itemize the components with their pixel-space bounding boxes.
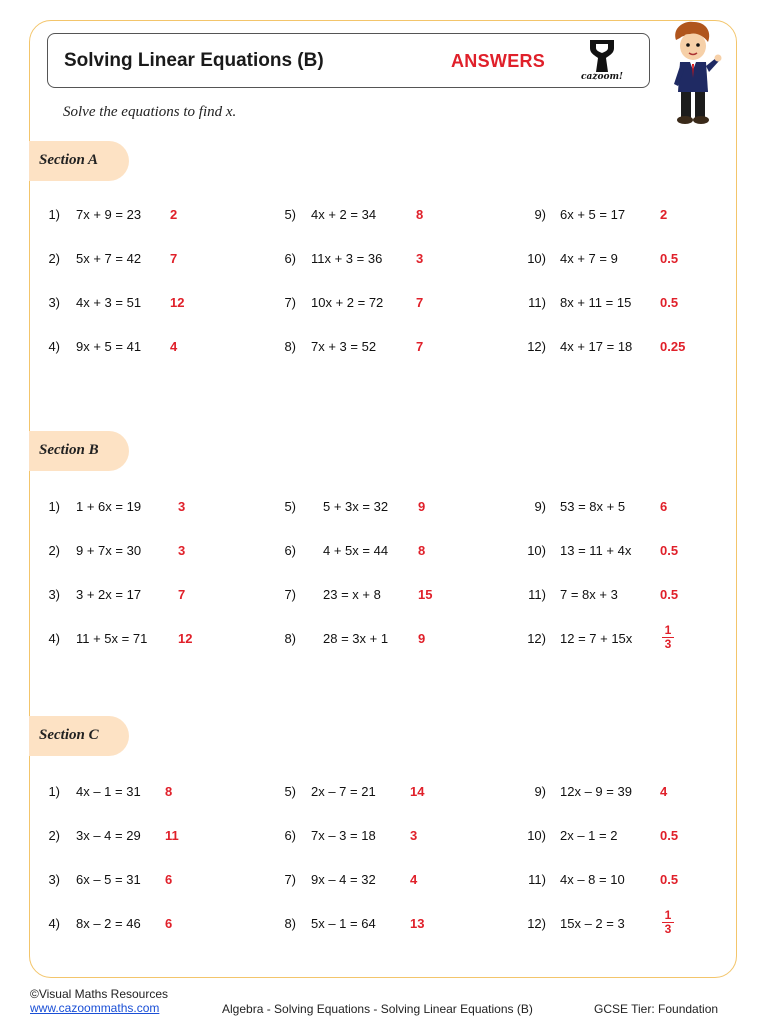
equation: 4x + 3 = 51 — [76, 295, 142, 310]
answer: 6 — [165, 916, 173, 931]
equation: 4x + 7 = 9 — [560, 251, 618, 266]
logo-icon — [578, 38, 626, 74]
answer: 0.5 — [660, 828, 679, 843]
equation: 4x – 8 = 10 — [560, 872, 625, 887]
answer: 15 — [418, 587, 433, 602]
question-number: 11) — [528, 295, 546, 310]
equation: 15x – 2 = 3 — [560, 916, 625, 931]
answer: 9 — [418, 631, 426, 646]
answer: 8 — [416, 207, 424, 222]
section-label: Section C — [39, 727, 99, 743]
equation: 2x – 7 = 21 — [311, 784, 376, 799]
equation: 4x – 1 = 31 — [76, 784, 141, 799]
answer: 3 — [410, 828, 418, 843]
equation: 9 + 7x = 30 — [76, 543, 142, 558]
question-number: 7) — [284, 587, 296, 602]
question-number: 4) — [48, 631, 60, 646]
question-number: 10) — [527, 828, 546, 843]
question-number: 3) — [48, 587, 60, 602]
answer: 0.5 — [660, 587, 679, 602]
answer: 3 — [178, 499, 186, 514]
answer: 7 — [178, 587, 186, 602]
section-tab — [29, 141, 129, 181]
fraction-numerator: 1 — [664, 908, 672, 922]
equation: 8x – 2 = 46 — [76, 916, 141, 931]
equation: 5x + 7 = 42 — [76, 251, 142, 266]
instructions: Solve the equations to find x. — [63, 104, 237, 120]
question-number: 1) — [48, 784, 60, 799]
answer-fraction — [661, 624, 675, 651]
answer: 13 — [410, 916, 425, 931]
section-tab — [29, 431, 129, 471]
answer: 12 — [170, 295, 185, 310]
question-number: 11) — [528, 872, 546, 887]
question-number: 5) — [284, 207, 296, 222]
footer-tier: GCSE Tier: Foundation — [594, 1002, 719, 1016]
answer: 8 — [418, 543, 426, 558]
question-number: 10) — [527, 543, 546, 558]
fraction-denominator: 3 — [664, 637, 672, 652]
answer: 4 — [170, 339, 178, 354]
copyright-text: ©Visual Maths Resources — [30, 987, 169, 1001]
question-number: 2) — [48, 251, 60, 266]
question-number: 11) — [528, 587, 546, 602]
equation: 12 = 7 + 15x — [560, 631, 633, 646]
answer: 7 — [170, 251, 178, 266]
equation: 11x + 3 = 36 — [311, 251, 383, 266]
answer: 0.5 — [660, 251, 679, 266]
question-number: 3) — [48, 872, 60, 887]
question-number: 5) — [284, 784, 296, 799]
equation: 5 + 3x = 32 — [323, 499, 389, 514]
question-number: 2) — [48, 828, 60, 843]
equation: 7x – 3 = 18 — [311, 828, 376, 843]
question-number: 6) — [284, 543, 296, 558]
question-number: 8) — [284, 339, 296, 354]
question-number: 4) — [48, 916, 60, 931]
footer-credits — [30, 987, 168, 1015]
answer: 11 — [165, 828, 179, 843]
mascot-boy-icon — [662, 18, 722, 128]
question-number: 6) — [284, 828, 296, 843]
question-number: 6) — [284, 251, 296, 266]
question-number: 10) — [527, 251, 546, 266]
equation: 4x + 2 = 34 — [311, 207, 377, 222]
section-label: Section B — [39, 442, 99, 458]
question-number: 4) — [48, 339, 60, 354]
answer: 3 — [178, 543, 186, 558]
answer: 14 — [410, 784, 425, 799]
answer: 3 — [416, 251, 424, 266]
footer-breadcrumb: Algebra - Solving Equations - Solving Linear Equations (B) — [222, 1002, 533, 1016]
fraction-denominator: 3 — [664, 922, 672, 937]
answer: 4 — [410, 872, 418, 887]
question-number: 5) — [284, 499, 296, 514]
question-number: 3) — [48, 295, 60, 310]
question-number: 8) — [284, 631, 296, 646]
equation: 2x – 1 = 2 — [560, 828, 618, 843]
equation: 10x + 2 = 72 — [311, 295, 384, 310]
question-number: 12) — [527, 631, 546, 646]
equation: 11 + 5x = 71 — [76, 631, 148, 646]
question-number: 12) — [527, 916, 546, 931]
worksheet-title: Solving Linear Equations (B) — [64, 50, 324, 71]
equation: 13 = 11 + 4x — [560, 543, 632, 558]
section-label: Section A — [39, 152, 99, 168]
question-number: 12) — [527, 339, 546, 354]
answer: 12 — [178, 631, 193, 646]
question-number: 1) — [48, 499, 60, 514]
answer: 2 — [170, 207, 178, 222]
equation: 53 = 8x + 5 — [560, 499, 626, 514]
equation: 23 = x + 8 — [323, 587, 381, 602]
equation: 7 = 8x + 3 — [560, 587, 618, 602]
equation: 9x – 4 = 32 — [311, 872, 376, 887]
question-number: 9) — [534, 784, 546, 799]
equation: 7x + 3 = 52 — [311, 339, 377, 354]
question-number: 1) — [48, 207, 60, 222]
question-number: 8) — [284, 916, 296, 931]
equation: 6x – 5 = 31 — [76, 872, 141, 887]
equation: 7x + 9 = 23 — [76, 207, 142, 222]
cazoom-logo — [578, 38, 626, 84]
answer: 4 — [660, 784, 668, 799]
answer: 6 — [660, 499, 668, 514]
logo-text: cazoom! — [581, 72, 623, 82]
question-number: 7) — [284, 872, 296, 887]
question-number: 7) — [284, 295, 296, 310]
equation: 8x + 11 = 15 — [560, 295, 632, 310]
answer: 7 — [416, 339, 424, 354]
answers-label: ANSWERS — [451, 51, 546, 71]
equation: 9x + 5 = 41 — [76, 339, 142, 354]
equation: 12x – 9 = 39 — [560, 784, 632, 799]
answer: 0.25 — [660, 339, 686, 354]
question-number: 9) — [534, 207, 546, 222]
answer: 2 — [660, 207, 668, 222]
answer: 0.5 — [660, 543, 679, 558]
answer-fraction — [661, 909, 675, 936]
answer: 9 — [418, 499, 426, 514]
equation: 1 + 6x = 19 — [76, 499, 142, 514]
answer: 6 — [165, 872, 173, 887]
answer: 0.5 — [660, 872, 679, 887]
answer: 0.5 — [660, 295, 679, 310]
website-link[interactable]: www.cazoommaths.com — [30, 1001, 160, 1015]
equation: 3x – 4 = 29 — [76, 828, 141, 843]
equation: 4x + 17 = 18 — [560, 339, 633, 354]
worksheet-header — [47, 33, 650, 88]
equation: 6x + 5 = 17 — [560, 207, 626, 222]
question-number: 2) — [48, 543, 60, 558]
section-tab — [29, 716, 129, 756]
fraction-numerator: 1 — [664, 623, 672, 637]
equation: 5x – 1 = 64 — [311, 916, 376, 931]
question-number: 9) — [534, 499, 546, 514]
equation: 3 + 2x = 17 — [76, 587, 142, 602]
equation: 4 + 5x = 44 — [323, 543, 389, 558]
answer: 8 — [165, 784, 173, 799]
equation: 28 = 3x + 1 — [323, 631, 389, 646]
answer: 7 — [416, 295, 424, 310]
